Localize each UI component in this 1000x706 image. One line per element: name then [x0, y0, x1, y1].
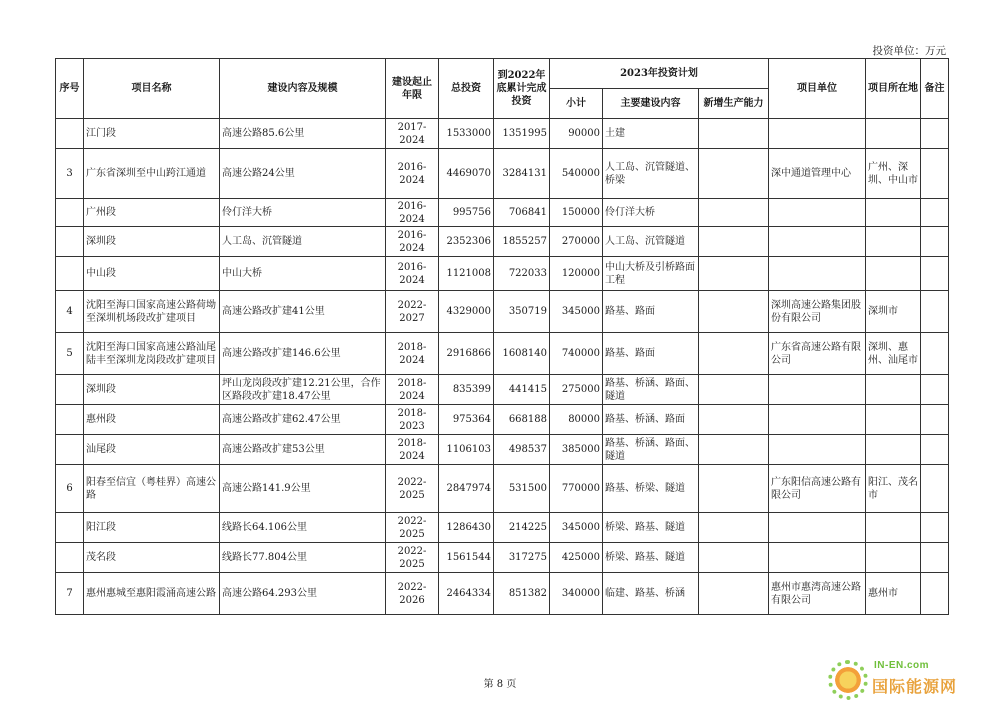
cell-seq: [56, 227, 84, 257]
cell-name: 惠州段: [84, 405, 220, 435]
cell-content: 高速公路改扩建62.47公里: [220, 405, 386, 435]
cell-total: 1533000: [439, 119, 494, 149]
cell-main-content: 中山大桥及引桥路面工程: [603, 257, 699, 291]
cell-unit: 深中通道管理中心: [769, 149, 866, 199]
cell-remark: [921, 465, 949, 513]
cell-content: 高速公路改扩建146.6公里: [220, 333, 386, 375]
cell-subtotal: 345000: [550, 291, 603, 333]
cell-location: [866, 119, 921, 149]
cell-new-capacity: [699, 119, 769, 149]
table-row: [56, 291, 949, 333]
cell-remark: [921, 573, 949, 615]
cell-main-content: 路基、桥梁、隧道: [603, 465, 699, 513]
cell-remark: [921, 375, 949, 405]
cell-name: 茂名段: [84, 543, 220, 573]
cell-years: 2018-2023: [386, 405, 439, 435]
cell-years: 2017-2024: [386, 119, 439, 149]
sun-logo-icon: [828, 660, 868, 700]
cell-content: 高速公路141.9公里: [220, 465, 386, 513]
cell-location: 深圳市: [866, 291, 921, 333]
cell-new-capacity: [699, 291, 769, 333]
cell-location: [866, 257, 921, 291]
cell-cumulative: 317275: [494, 543, 550, 573]
cell-new-capacity: [699, 375, 769, 405]
cell-location: [866, 543, 921, 573]
investment-table: [55, 58, 949, 615]
cell-remark: [921, 291, 949, 333]
cell-new-capacity: [699, 333, 769, 375]
cell-cumulative: 531500: [494, 465, 550, 513]
cell-cumulative: 3284131: [494, 149, 550, 199]
cell-cumulative: 1351995: [494, 119, 550, 149]
cell-total: 835399: [439, 375, 494, 405]
cell-subtotal: 740000: [550, 333, 603, 375]
cell-location: [866, 199, 921, 227]
cell-location: 深圳、惠州、汕尾市: [866, 333, 921, 375]
cell-cumulative: 214225: [494, 513, 550, 543]
table-row: [56, 513, 949, 543]
header-years: 建设起止年限: [386, 59, 439, 119]
cell-main-content: 路基、桥涵、路面、隧道: [603, 435, 699, 465]
cell-content: 线路长77.804公里: [220, 543, 386, 573]
cell-name: 汕尾段: [84, 435, 220, 465]
cell-new-capacity: [699, 149, 769, 199]
watermark-main: 国际能源网: [872, 677, 958, 696]
cell-total: 975364: [439, 405, 494, 435]
table-row: [56, 333, 949, 375]
cell-remark: [921, 543, 949, 573]
cell-name: 沈阳至海口国家高速公路荷坳至深圳机场段改扩建项目: [84, 291, 220, 333]
cell-years: 2022-2025: [386, 543, 439, 573]
cell-location: [866, 513, 921, 543]
cell-years: 2016-2024: [386, 199, 439, 227]
cell-years: 2022-2025: [386, 513, 439, 543]
cell-main-content: 路基、桥涵、路面: [603, 405, 699, 435]
cell-cumulative: 441415: [494, 375, 550, 405]
cell-seq: 6: [56, 465, 84, 513]
cell-subtotal: 385000: [550, 435, 603, 465]
cell-subtotal: 275000: [550, 375, 603, 405]
cell-location: [866, 227, 921, 257]
cell-main-content: 桥梁、路基、隧道: [603, 513, 699, 543]
cell-cumulative: 498537: [494, 435, 550, 465]
cell-total: 2352306: [439, 227, 494, 257]
cell-total: 2464334: [439, 573, 494, 615]
cell-unit: [769, 257, 866, 291]
cell-cumulative: 350719: [494, 291, 550, 333]
cell-cumulative: 851382: [494, 573, 550, 615]
cell-content: 高速公路85.6公里: [220, 119, 386, 149]
cell-unit: [769, 543, 866, 573]
cell-seq: 3: [56, 149, 84, 199]
cell-seq: [56, 375, 84, 405]
cell-remark: [921, 257, 949, 291]
cell-remark: [921, 513, 949, 543]
cell-subtotal: 345000: [550, 513, 603, 543]
cell-main-content: 临建、路基、桥涵: [603, 573, 699, 615]
cell-years: 2018-2024: [386, 435, 439, 465]
header-unit: 项目单位: [769, 59, 866, 119]
cell-subtotal: 270000: [550, 227, 603, 257]
cell-seq: [56, 119, 84, 149]
cell-main-content: 桥梁、路基、隧道: [603, 543, 699, 573]
table-row: [56, 227, 949, 257]
cell-content: 坪山龙岗段改扩建12.21公里，合作区路段改扩建18.47公里: [220, 375, 386, 405]
cell-new-capacity: [699, 227, 769, 257]
cell-subtotal: 425000: [550, 543, 603, 573]
table-row: [56, 199, 949, 227]
watermark-top: IN-EN.com: [874, 660, 930, 671]
cell-total: 4469070: [439, 149, 494, 199]
unit-label: 投资单位：万元: [872, 45, 946, 57]
cell-content: 高速公路64.293公里: [220, 573, 386, 615]
table-row: [56, 465, 949, 513]
header-total: 总投资: [439, 59, 494, 119]
cell-new-capacity: [699, 199, 769, 227]
cell-total: 1286430: [439, 513, 494, 543]
cell-seq: 4: [56, 291, 84, 333]
cell-total: 2916866: [439, 333, 494, 375]
header-content: 建设内容及规模: [220, 59, 386, 119]
cell-new-capacity: [699, 405, 769, 435]
cell-location: [866, 375, 921, 405]
cell-name: 广州段: [84, 199, 220, 227]
cell-unit: [769, 227, 866, 257]
cell-subtotal: 80000: [550, 405, 603, 435]
cell-cumulative: 1855257: [494, 227, 550, 257]
table-row: [56, 119, 949, 149]
cell-years: 2018-2024: [386, 333, 439, 375]
cell-main-content: 路基、桥涵、路面、隧道: [603, 375, 699, 405]
table-row: [56, 149, 949, 199]
cell-years: 2018-2024: [386, 375, 439, 405]
cell-location: 阳江、茂名市: [866, 465, 921, 513]
cell-years: 2016-2024: [386, 257, 439, 291]
cell-main-content: 土建: [603, 119, 699, 149]
cell-main-content: 路基、路面: [603, 291, 699, 333]
table-row: [56, 257, 949, 291]
cell-content: 高速公路改扩建41公里: [220, 291, 386, 333]
cell-cumulative: 706841: [494, 199, 550, 227]
header-cumulative: 到2022年底累计完成投资: [494, 59, 550, 119]
cell-seq: [56, 543, 84, 573]
cell-seq: 7: [56, 573, 84, 615]
cell-unit: 惠州市惠湾高速公路有限公司: [769, 573, 866, 615]
header-subtotal: 小计: [550, 89, 603, 119]
cell-years: 2022-2025: [386, 465, 439, 513]
cell-new-capacity: [699, 543, 769, 573]
cell-name: 广东省深圳至中山跨江通道: [84, 149, 220, 199]
cell-new-capacity: [699, 513, 769, 543]
cell-remark: [921, 435, 949, 465]
cell-name: 阳江段: [84, 513, 220, 543]
cell-subtotal: 90000: [550, 119, 603, 149]
cell-new-capacity: [699, 435, 769, 465]
cell-remark: [921, 227, 949, 257]
table-row: [56, 543, 949, 573]
header-location: 项目所在地: [866, 59, 921, 119]
cell-unit: 广东阳信高速公路有限公司: [769, 465, 866, 513]
table-row: [56, 573, 949, 615]
header-name: 项目名称: [84, 59, 220, 119]
cell-location: [866, 435, 921, 465]
cell-seq: [56, 405, 84, 435]
cell-total: 995756: [439, 199, 494, 227]
header-remark: 备注: [921, 59, 949, 119]
cell-main-content: 人工岛、沉管隧道: [603, 227, 699, 257]
cell-subtotal: 150000: [550, 199, 603, 227]
cell-main-content: 伶仃洋大桥: [603, 199, 699, 227]
cell-name: 惠州惠城至惠阳霞涌高速公路: [84, 573, 220, 615]
cell-content: 高速公路24公里: [220, 149, 386, 199]
cell-seq: [56, 435, 84, 465]
table-row: [56, 405, 949, 435]
cell-name: 中山段: [84, 257, 220, 291]
cell-location: 广州、深圳、中山市: [866, 149, 921, 199]
cell-content: 高速公路改扩建53公里: [220, 435, 386, 465]
page-number: 第 8 页: [483, 679, 517, 690]
table-row: [56, 375, 949, 405]
cell-remark: [921, 119, 949, 149]
cell-location: 惠州市: [866, 573, 921, 615]
cell-content: 人工岛、沉管隧道: [220, 227, 386, 257]
cell-seq: 5: [56, 333, 84, 375]
cell-main-content: 人工岛、沉管隧道、桥梁: [603, 149, 699, 199]
cell-total: 1561544: [439, 543, 494, 573]
cell-cumulative: 722033: [494, 257, 550, 291]
cell-unit: [769, 513, 866, 543]
header-seq: 序号: [56, 59, 84, 119]
cell-unit: 广东省高速公路有限公司: [769, 333, 866, 375]
header-plan-2023: 2023年投资计划: [550, 59, 769, 89]
cell-unit: [769, 119, 866, 149]
cell-total: 1121008: [439, 257, 494, 291]
cell-total: 2847974: [439, 465, 494, 513]
cell-new-capacity: [699, 257, 769, 291]
cell-name: 深圳段: [84, 375, 220, 405]
cell-total: 4329000: [439, 291, 494, 333]
cell-years: 2022-2027: [386, 291, 439, 333]
cell-years: 2016-2024: [386, 227, 439, 257]
cell-subtotal: 540000: [550, 149, 603, 199]
cell-name: 沈阳至海口国家高速公路汕尾陆丰至深圳龙岗段改扩建项目: [84, 333, 220, 375]
cell-unit: [769, 375, 866, 405]
cell-remark: [921, 149, 949, 199]
cell-unit: [769, 435, 866, 465]
cell-years: 2016-2024: [386, 149, 439, 199]
cell-name: 江门段: [84, 119, 220, 149]
table-row: [56, 435, 949, 465]
cell-cumulative: 668188: [494, 405, 550, 435]
cell-unit: 深圳高速公路集团股份有限公司: [769, 291, 866, 333]
cell-name: 阳春至信宜（粤桂界）高速公路: [84, 465, 220, 513]
cell-years: 2022-2026: [386, 573, 439, 615]
cell-new-capacity: [699, 573, 769, 615]
header-main-content: 主要建设内容: [603, 89, 699, 119]
cell-subtotal: 770000: [550, 465, 603, 513]
cell-subtotal: 120000: [550, 257, 603, 291]
cell-content: 线路长64.106公里: [220, 513, 386, 543]
cell-location: [866, 405, 921, 435]
cell-subtotal: 340000: [550, 573, 603, 615]
cell-content: 中山大桥: [220, 257, 386, 291]
cell-total: 1106103: [439, 435, 494, 465]
header-new-capacity: 新增生产能力: [699, 89, 769, 119]
cell-seq: [56, 257, 84, 291]
cell-unit: [769, 405, 866, 435]
cell-remark: [921, 405, 949, 435]
cell-cumulative: 1608140: [494, 333, 550, 375]
cell-remark: [921, 199, 949, 227]
cell-main-content: 路基、路面: [603, 333, 699, 375]
watermark-logo: [828, 658, 988, 702]
cell-unit: [769, 199, 866, 227]
cell-content: 伶仃洋大桥: [220, 199, 386, 227]
cell-seq: [56, 513, 84, 543]
cell-new-capacity: [699, 465, 769, 513]
cell-name: 深圳段: [84, 227, 220, 257]
cell-remark: [921, 333, 949, 375]
cell-seq: [56, 199, 84, 227]
